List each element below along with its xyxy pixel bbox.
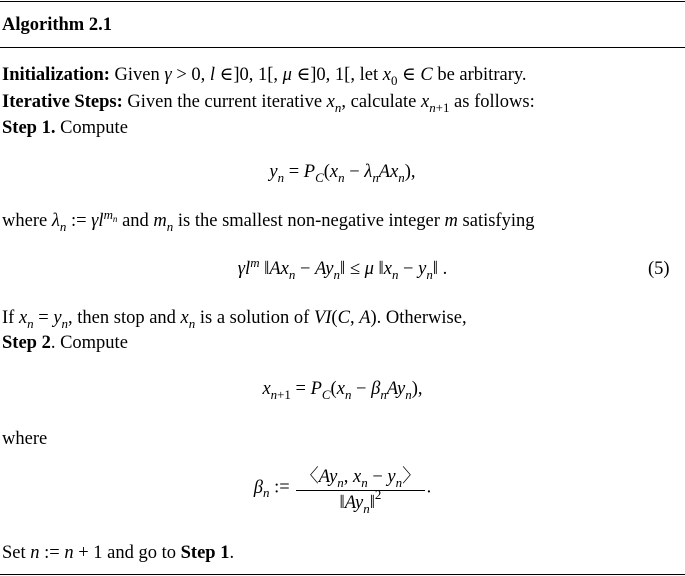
step2-text: . Compute (50, 333, 128, 353)
lambda-definition-line: where $\lambda_n$ := $\gamma l^{m_n}$ and $m_n$ is the smallest non-negative integer m satisfying (2, 206, 535, 234)
top-rule (0, 1, 685, 2)
set-line: Set n := n + 1 and go to Step 1. (2, 543, 235, 563)
stop-condition-line: If $x_n = y_n$, then stop and $x_n$ is a solution of VI(C, A). Otherwise, (2, 308, 467, 331)
iterative-steps-label: Iterative Steps: (2, 92, 123, 112)
step2-label: Step 2 (2, 333, 51, 353)
step1-line (2, 117, 128, 139)
iterative-steps-line: Iterative Steps: Given the current iterative $x_n$, calculate $x_{n+1}$ as follows: (2, 92, 535, 115)
step2-line (2, 332, 128, 354)
step1-label: Step 1. (2, 118, 56, 138)
bottom-rule (0, 574, 685, 575)
title-rule (0, 47, 685, 48)
equation-xn1: $x_{n+1} = P_C(x_n - \beta_nAy_n)$, (262, 379, 423, 402)
goto-step1: Step 1 (180, 543, 230, 563)
equation-beta: $\beta_n$ := $\frac{〈Ay_n, x_n - y_n〉}{‖Ay_n‖^2}$ . (0, 462, 685, 514)
algorithm-title: Algorithm 2.1 (2, 15, 112, 35)
beta-fraction: $\frac{〈Ay_n, x_n - y_n〉}{‖Ay_n‖^2}$ (296, 462, 424, 514)
equation-yn: $y_n = P_C(x_n - \lambda_nAx_n)$, (269, 162, 416, 185)
equation-armijo: $\gamma l^m$ $‖Ax_n$ − $Ay_n‖ \le \mu$ $‖x_n$ − $y_n‖$ . (237, 254, 448, 282)
initialization-label: Initialization: (2, 65, 110, 85)
where-line (2, 428, 47, 450)
initialization-line: Initialization: Given γ > 0, l ∈]0, 1[, μ ∈]0, 1[, let $x_0$ ∈ C be arbitrary. (2, 65, 527, 88)
step1-text: Compute (60, 118, 128, 138)
equation-number: (5) (648, 259, 670, 279)
where-text: where (2, 429, 48, 449)
